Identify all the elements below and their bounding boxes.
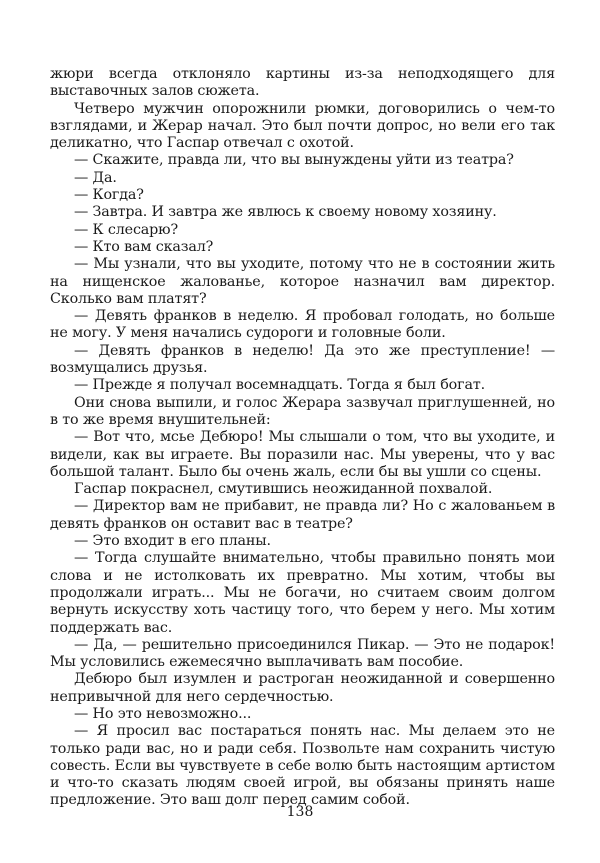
paragraph: Четверо мужчин опорожнили рюмки, договорились о чем-то взглядами, и Жерар начал. Это был почти допрос, но вели его так деликатно, что Гаспар отвечал с охотой.: [50, 100, 555, 152]
dialogue-line: — Кто вам сказал?: [74, 238, 214, 255]
paragraph: жюри всегда отклоняло картины из-за неподходящего для выставочных залов сюжета.: [50, 66, 555, 100]
dialogue-line: — Скажите, правда ли, что вы вынуждены уйти из театра?: [74, 152, 514, 169]
dialogue-line: — Вот что, мсье Дебюро! Мы слышали о том, что вы уходите, и видели, как вы играете. Вы поразили нас. Мы уверены, что у вас большой талант. Было бы очень жаль, если бы вы ушли со сцены.: [50, 429, 555, 480]
paragraph: Дебюро был изумлен и растроган неожиданной и совершенно непривычной для него сердечностью.: [50, 671, 555, 705]
paragraph: Они снова выпили, и голос Жерара зазвучал приглушенней, но в то же время внушительней:: [50, 394, 555, 428]
dialogue-line: — Да.: [74, 169, 117, 186]
dialogue-line: — Тогда слушайте внимательно, чтобы правильно понять мои слова и не истолковать их превратно. Мы хотим, чтобы вы продолжали играть... Мы не богачи, но считаем своим долгом вернуть искусству хоть частицу того, что берем у него. Мы хотим поддержать вас.: [50, 550, 555, 636]
dialogue-line: — Завтра. И завтра же явлюсь к своему новому хозяину.: [74, 204, 497, 221]
dialogue-line: — Директор вам не прибавит, не правда ли? Но с жалованьем в девять франков он оставит вас в театре?: [50, 498, 555, 532]
dialogue-line: — Но это невозможно...: [74, 705, 252, 722]
page-number: 138: [286, 804, 314, 820]
dialogue-line: — Девять франков в неделю! Да это же преступление! — возмущались друзья.: [50, 342, 555, 377]
dialogue-line: — К слесарю?: [74, 221, 178, 238]
dialogue-line: — Я просил вас постараться понять нас. Мы делаем это не только ради вас, но и ради себя. Позвольте нам сохранить чистую совесть. Если вы чувствуете в себе волю быть настоящим артистом и что-то сказать людям своей игрой, вы обязаны принять наше предложение. Это ваш долг перед самим собой.: [50, 723, 555, 809]
dialogue-line: — Когда?: [74, 187, 144, 204]
paragraph: Гаспар покраснел, смутившись неожиданной похвалой.: [74, 481, 493, 498]
dialogue-line: — Прежде я получал восемнадцать. Тогда я был богат.: [74, 377, 485, 394]
dialogue-line: — Да, — решительно присоединился Пикар. — Это не подарок! Мы условились ежемесячно выплачивать вам пособие.: [50, 636, 555, 671]
page-text-block: [50, 66, 555, 810]
dialogue-line: — Это входит в его планы.: [74, 533, 271, 550]
dialogue-line: — Мы узнали, что вы уходите, потому что не в состоянии жить на нищенское жалованье, которое назначил вам директор. Сколько вам платят?: [50, 256, 555, 307]
dialogue-line: — Девять франков в неделю. Я пробовал голодать, но больше не могу. У меня начались судороги и головные боли.: [50, 308, 555, 342]
